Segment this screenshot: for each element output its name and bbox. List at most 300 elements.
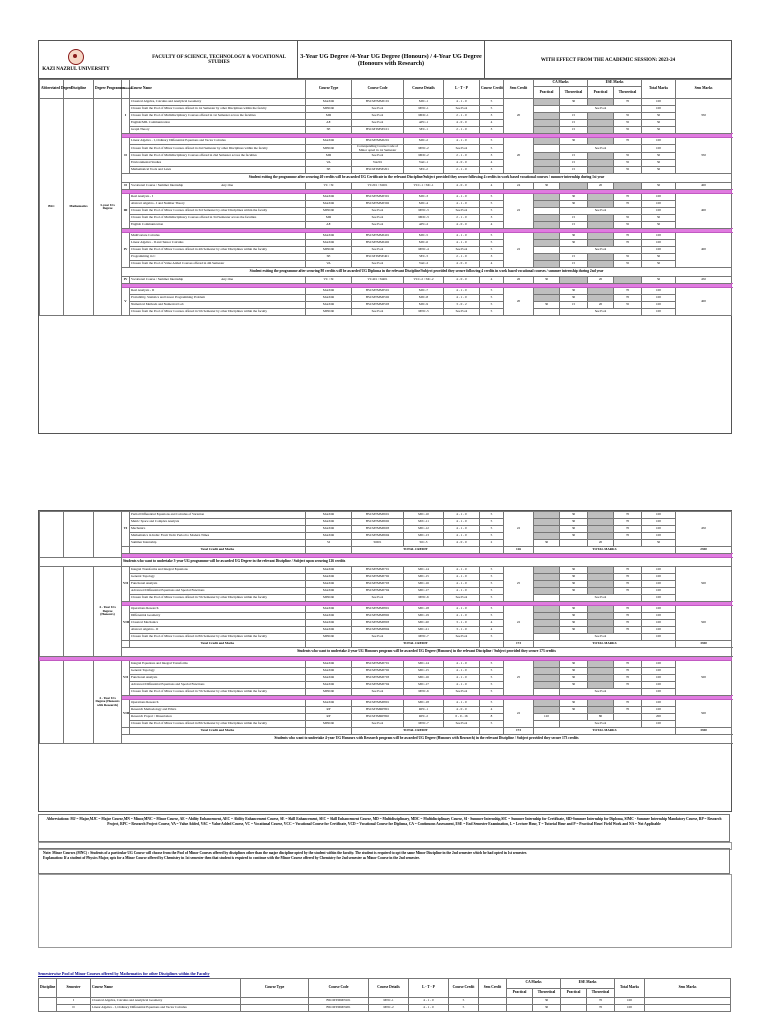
course-credit: 5 [480, 606, 504, 613]
course-code: BSCMTMMJ804 [352, 627, 404, 634]
ca-practical [534, 215, 560, 222]
ltp: 4 - 0 - 0 [444, 160, 480, 167]
course-code: See Pool [352, 309, 404, 316]
ese-theoretical: 70 [614, 194, 642, 201]
ese-practical [588, 215, 614, 222]
total-credit: 173 [504, 728, 534, 735]
ca-practical [534, 634, 560, 641]
ltp: 4 - 0 - 0 [444, 540, 480, 547]
total-marks: 100 [642, 567, 676, 574]
course-details: SEC-3 [404, 254, 444, 261]
ltp: 4 - 1 - 0 [444, 675, 480, 682]
course-code: BSCMTMMJ803 [352, 620, 404, 627]
course-type: MD [306, 153, 352, 160]
course-credit: 4 [480, 707, 504, 714]
ltp: 4 - 1 - 0 [444, 526, 480, 533]
ltp: 4 - 1 - 0 [444, 138, 480, 145]
sem-marks: 400 [676, 233, 732, 268]
course-credit: 3 [480, 215, 504, 222]
course-type: SE [306, 127, 352, 134]
total-marks: 100 [642, 288, 676, 295]
ltp: 4 - 1 - 0 [444, 201, 480, 208]
course-type: MAJOR [306, 682, 352, 689]
course-code: See Pool [352, 120, 404, 127]
ese-theoretical: 35 [614, 153, 642, 160]
total-marks-value: 3350 [676, 728, 732, 735]
ca-theoretical: 30 [560, 240, 588, 247]
note-row [40, 735, 732, 744]
course-name: Advanced Differential Equations and Special Functions [130, 682, 306, 689]
total-marks: 100 [642, 194, 676, 201]
course-credit: 5 [480, 595, 504, 602]
ca-theoretical: 15 [560, 167, 588, 174]
total-marks: 100 [642, 574, 676, 581]
course-row [40, 700, 732, 707]
ca-practical [534, 309, 560, 316]
course-code: BSCMTMMJ704 [352, 588, 404, 595]
course-details: MJC-18 [404, 700, 444, 707]
ese-theoretical: 70 [614, 99, 642, 106]
ca-practical [534, 261, 560, 268]
minor-sem-marks [645, 998, 731, 1005]
ca-practical: 120 [534, 714, 560, 721]
course-code: BSCMTMMJ601 [352, 512, 404, 519]
document-header [38, 40, 732, 80]
ca-theoretical [560, 183, 588, 190]
course-details: MJC-17 [404, 588, 444, 595]
course-code: BSCMTMSE201 [352, 167, 404, 174]
ltp: See Pool [444, 247, 480, 254]
course-row [40, 721, 732, 728]
ltp: 2 - 1 - 0 [444, 153, 480, 160]
ca-practical [534, 700, 560, 707]
course-name: Mathematics in India: From Vedic Period to Modern Times [130, 533, 306, 540]
total-marks: 100 [642, 233, 676, 240]
course-name: Integral Equations and Integral Transforms [130, 661, 306, 668]
ca-theoretical: 30 [560, 627, 588, 634]
ca-practical [534, 721, 560, 728]
minor-ca-p [507, 998, 533, 1005]
note-row [40, 174, 732, 183]
faculty-name: FACULTY OF SCIENCE, TECHNOLOGY & VOCATIONAL STUDIES [152, 55, 286, 65]
course-credit: 5 [480, 668, 504, 675]
ca-practical [534, 106, 560, 113]
minor-col-disc: Discipline [39, 979, 57, 998]
note-row [40, 648, 732, 657]
effect-cell [485, 41, 731, 79]
ese-theoretical: 70 [614, 526, 642, 533]
course-name: Mechanics [130, 526, 306, 533]
course-type: MINOR [306, 634, 352, 641]
course-type: MD [306, 113, 352, 120]
ese-practical [588, 99, 614, 106]
course-credit: 4 [480, 620, 504, 627]
course-row [40, 613, 732, 620]
sem-credit: 24 [504, 183, 534, 190]
semester-number: VIII [122, 700, 130, 728]
total-marks: 100 [642, 606, 676, 613]
empty-region [38, 874, 732, 948]
course-code: BSCMTMMJ703 [352, 675, 404, 682]
ese-theoretical: 35 [614, 302, 642, 309]
ese-practical [588, 240, 614, 247]
university-name: KAZI NAZRUL UNIVERSITY [42, 66, 110, 72]
course-details: MJC-17 [404, 682, 444, 689]
total-marks: 50 [642, 127, 676, 134]
course-credit: 3 [480, 254, 504, 261]
course-credit: 5 [480, 675, 504, 682]
course-type: MAJOR [306, 526, 352, 533]
course-code: See Pool [352, 261, 404, 268]
total-marks: 100 [642, 675, 676, 682]
col-programme: Degree Programme [94, 80, 122, 99]
ese-theoretical: 70 [614, 295, 642, 302]
course-name: English/MIL Communication [130, 120, 306, 127]
sem-credit: 22 [504, 700, 534, 728]
ltp: See Pool [444, 208, 480, 215]
course-credit: 5 [480, 526, 504, 533]
note-row [40, 268, 732, 277]
course-row [40, 113, 732, 120]
course-credit: 5 [480, 689, 504, 696]
minor-col-total: Total Marks [615, 979, 645, 998]
ese-practical [588, 288, 614, 295]
semester-number: II [122, 138, 130, 174]
ca-practical [534, 99, 560, 106]
minor-col-name: Course Name [91, 979, 241, 998]
ca-theoretical: 30 [560, 201, 588, 208]
course-code: See Pool [352, 595, 404, 602]
ca-practical [534, 233, 560, 240]
ltp: 4 - 1 - 0 [444, 533, 480, 540]
abbreviations-box [38, 814, 730, 842]
ca-practical [534, 247, 560, 254]
course-credit: 5 [480, 721, 504, 728]
ese-theoretical: 35 [614, 120, 642, 127]
faculty-cell [143, 41, 295, 79]
ca-theoretical: 15 [560, 127, 588, 134]
course-row [40, 167, 732, 174]
course-credit: 3 [480, 127, 504, 134]
ca-theoretical [560, 277, 588, 284]
course-details: MDC-2 [404, 153, 444, 160]
course-type: MAJOR [306, 581, 352, 588]
col-semester: Semester [122, 80, 130, 99]
ese-practical [588, 588, 614, 595]
course-type: MD [306, 215, 352, 222]
ca-practical [534, 113, 560, 120]
minor-ca-t: 30 [533, 998, 561, 1005]
course-type: MAJOR [306, 302, 352, 309]
course-details: MJC-6 [404, 240, 444, 247]
blank-cell [480, 547, 504, 554]
course-details: MJC-16 [404, 581, 444, 588]
course-credit: 5 [480, 240, 504, 247]
col-course-code: Course Code [352, 80, 404, 99]
sem-marks: 400 [676, 194, 732, 229]
course-type: MINOR [306, 106, 352, 113]
ese-theoretical: 35 [614, 254, 642, 261]
col-course-details: Course Details [404, 80, 444, 99]
ltp: 2 - 1 - 0 [444, 254, 480, 261]
ca-practical [534, 153, 560, 160]
ltp: 4 - 1 - 0 [444, 519, 480, 526]
ca-practical [534, 120, 560, 127]
ca-theoretical: 30 [560, 606, 588, 613]
total-marks: 100 [642, 247, 676, 254]
minor-col-ca-t: Theoretical [533, 988, 561, 998]
total-credit: 173 [504, 641, 534, 648]
ca-practical [534, 512, 560, 519]
course-details: AEC-2 [404, 222, 444, 229]
course-code: BSCMTMSE101 [352, 127, 404, 134]
course-details: MJC-10 [404, 512, 444, 519]
course-details: MJC-20 [404, 620, 444, 627]
course-credit: 5 [480, 309, 504, 316]
course-row [40, 606, 732, 613]
course-type: MAJOR [306, 201, 352, 208]
ca-practical [534, 675, 560, 682]
course-name: Differential Geometry [130, 613, 306, 620]
ltp: 4 - 0 - 0 [444, 261, 480, 268]
course-code: See Pool [352, 113, 404, 120]
ca-theoretical: 30 [560, 567, 588, 574]
course-credit: 5 [480, 208, 504, 215]
col-sem-credit: Sem Credit [504, 80, 534, 99]
ese-theoretical: 70 [614, 675, 642, 682]
total-credit-label: TOTAL CREDIT [352, 547, 480, 554]
course-credit: 5 [480, 145, 504, 153]
course-row [40, 233, 732, 240]
minor-sem-credit [479, 998, 507, 1005]
ca-practical [534, 167, 560, 174]
course-code: See Pool [352, 634, 404, 641]
course-type: MINOR [306, 721, 352, 728]
total-marks: 100 [642, 620, 676, 627]
course-type: AE [306, 222, 352, 229]
ca-practical [534, 588, 560, 595]
course-details: SEC-1 [404, 127, 444, 134]
course-row [40, 512, 732, 519]
minor-total: 100 [615, 1005, 645, 1012]
blank-left [64, 512, 94, 558]
course-name: Chosen from the Pool of Minor Courses offered in 1st Semester by other Disciplines within the faculty [130, 106, 306, 113]
course-type: MAJOR [306, 606, 352, 613]
ltp: 2 - 1 - 0 [444, 167, 480, 174]
course-row [40, 675, 732, 682]
ltp: 3 - 1 - 0 [444, 627, 480, 634]
course-type: MINOR [306, 208, 352, 215]
course-details: AEC-1 [404, 120, 444, 127]
semester-number: VII [122, 661, 130, 696]
minor-col-credit: Course Credit [449, 979, 479, 998]
semester-number: I [122, 99, 130, 134]
ltp: 4 - 1 - 0 [444, 567, 480, 574]
course-credit: 5 [480, 613, 504, 620]
course-credit: 4 [480, 160, 504, 167]
course-details: VCC-2 / SIC-2 [404, 277, 444, 284]
minor-col-type: Course Type [241, 979, 309, 998]
minor-semester: II [57, 1005, 91, 1012]
course-row [40, 588, 732, 595]
course-code: VC201 / SI201 [352, 183, 404, 190]
course-type: MINOR [306, 309, 352, 316]
blank-cell [122, 641, 130, 648]
course-name: Classical Mechanics [130, 620, 306, 627]
course-name: Research Project / Dissertation [130, 714, 306, 721]
minor-credit: 5 [449, 1005, 479, 1012]
course-row [40, 627, 732, 634]
course-name: Advanced Differential Equations and Special Functions [130, 588, 306, 595]
total-marks: 50 [642, 277, 676, 284]
course-details: MNC-7 [404, 634, 444, 641]
course-name: Chosen from the Pool of Minor Courses offered in 8th Semester by other Disciplines within the faculty [130, 634, 306, 641]
course-code: See Pool [352, 247, 404, 254]
any-one-label: Any One [221, 183, 234, 188]
course-row [40, 540, 732, 547]
course-name: Abstract Algebra - II [130, 627, 306, 634]
ca-practical [534, 526, 560, 533]
ese-practical [588, 222, 614, 229]
course-credit: 5 [480, 581, 504, 588]
ca-theoretical: 30 [560, 682, 588, 689]
sem-marks: 450 [676, 277, 732, 284]
course-name: Real Analysis - II [130, 288, 306, 295]
blank-cell [306, 641, 352, 648]
total-marks: 100 [642, 613, 676, 620]
sem-credit: 20 [504, 138, 534, 174]
course-credit: 4 [480, 277, 504, 284]
course-row [40, 127, 732, 134]
ese-theoretical: 70 [614, 620, 642, 627]
course-type: VC / SI [306, 277, 352, 284]
ca-practical [534, 201, 560, 208]
ca-theoretical: 30 [560, 700, 588, 707]
ca-theoretical: 15 [560, 261, 588, 268]
minor-col-ese-t: Theoretical [587, 988, 615, 998]
ca-practical: 30 [534, 277, 560, 284]
ese-practical [588, 160, 614, 167]
minor-course-type [241, 1005, 309, 1012]
course-name: Vocational Course / Summer Internship Any One [130, 277, 306, 284]
course-name: Chosen from the Pool of Minor Courses offered in 3rd Semester by other Disciplines within the faculty [130, 208, 306, 215]
ese-practical [588, 519, 614, 526]
course-name: Numerical Methods and Numerical Lab [130, 302, 306, 309]
course-type: MAJOR [306, 295, 352, 302]
col-ca-marks: CA Marks [534, 80, 588, 87]
total-marks-label: TOTAL MARKS [534, 641, 676, 648]
ca-practical [534, 661, 560, 668]
minor-col-sm: Sem Marks [645, 979, 731, 998]
sem-credit: 20 [504, 99, 534, 134]
ese-theoretical [614, 714, 642, 721]
ese-theoretical [614, 540, 642, 547]
note-row [40, 558, 732, 567]
marks-see-pool: See Pool [560, 145, 642, 153]
course-type: SE [306, 167, 352, 174]
course-credit: 5 [480, 512, 504, 519]
ltp: 4 - 1 - 0 [444, 512, 480, 519]
minor-course-type [241, 998, 309, 1005]
ese-practical [588, 233, 614, 240]
course-type: RP [306, 714, 352, 721]
course-row [40, 661, 732, 668]
course-name: Partial Differential Equations and Calculus of Variation [130, 512, 306, 519]
ese-practical [588, 113, 614, 120]
semester-number: VI [122, 512, 130, 547]
exit-note-2: Student exiting the programme after securing 80 credits will be awarded UG Diploma in the relevant Discipline/Subject provided they secure following 4 credits in work based vocational courses / summer internship during 2nd year [122, 268, 732, 277]
total-label: Total Credit and Marks [130, 728, 306, 735]
course-credit: 5 [480, 661, 504, 668]
blank-left [94, 512, 122, 558]
ca-practical [534, 627, 560, 634]
course-credit: 5 [480, 201, 504, 208]
course-name: Chosen from the Pool of Value Added Courses offered in 4th Semester [130, 261, 306, 268]
course-type: MAJOR [306, 668, 352, 675]
course-name: Mathematical Tools and Latex [130, 167, 306, 174]
ese-theoretical: 70 [614, 581, 642, 588]
minor-ltp: 4 - 1 - 0 [409, 998, 449, 1005]
minor-note: Note: Minor Courses (MNC) : Students of a particular UG Course will choose from the Pool of Minor Courses offered by disciplines other than the major discipline opted by the student within the faculty. The student is required to opt the same Minor Discipline in the 2nd semester which he had opted in 1st semester. [43, 851, 527, 855]
minor-col-ca-p: Practical [507, 988, 533, 998]
minor-col-ese-p: Practical [561, 988, 587, 998]
course-credit: 5 [480, 519, 504, 526]
col-course-name: Course Name [130, 80, 306, 99]
semester-number: VII [122, 567, 130, 602]
ese-theoretical: 70 [614, 700, 642, 707]
course-code: BSCMTMMJ702 [352, 574, 404, 581]
ltp: 4 - 1 - 0 [444, 588, 480, 595]
total-marks: 100 [642, 302, 676, 309]
ltp: 4 - 0 - 0 [444, 277, 480, 284]
ca-practical [534, 595, 560, 602]
course-details: MJC-14 [404, 567, 444, 574]
course-type: MAJOR [306, 288, 352, 295]
ca-practical [534, 138, 560, 145]
course-code: BSCMTMMJ503 [352, 302, 404, 309]
minor-total: 100 [615, 998, 645, 1005]
ltp: 2 - 1 - 0 [444, 113, 480, 120]
curriculum-table-continued [39, 511, 732, 744]
course-details: MJC-12 [404, 526, 444, 533]
total-marks: 100 [642, 581, 676, 588]
ese-theoretical: 70 [614, 567, 642, 574]
course-details: MJC-7 [404, 288, 444, 295]
course-name: Chosen from the Pool of Minor Courses offered in 5th Semester by other Disciplines within the faculty [130, 309, 306, 316]
course-type: MAJOR [306, 194, 352, 201]
course-details: VCC-1 / SIC-1 [404, 183, 444, 190]
ca-theoretical: 30 [560, 574, 588, 581]
course-credit: 3 [480, 113, 504, 120]
course-name: Chosen from the Pool of Minor Courses offered in 8th Semester by other Disciplines within the faculty [130, 721, 306, 728]
ca-practical [534, 240, 560, 247]
ca-practical [534, 127, 560, 134]
ltp: 4 - 1 - 0 [444, 194, 480, 201]
course-code: See Pool [352, 689, 404, 696]
course-type: SI [306, 540, 352, 547]
ese-theoretical: 70 [614, 574, 642, 581]
course-credit: 5 [480, 634, 504, 641]
ese-practical [588, 675, 614, 682]
ese-theoretical: 35 [614, 160, 642, 167]
course-code: BSCMTMMJ602 [352, 519, 404, 526]
ltp: 4 - 1 - 0 [444, 661, 480, 668]
course-row [40, 106, 732, 113]
ca-practical [534, 533, 560, 540]
vocational-row [40, 183, 732, 190]
course-row [40, 201, 732, 208]
ese-practical [588, 707, 614, 714]
